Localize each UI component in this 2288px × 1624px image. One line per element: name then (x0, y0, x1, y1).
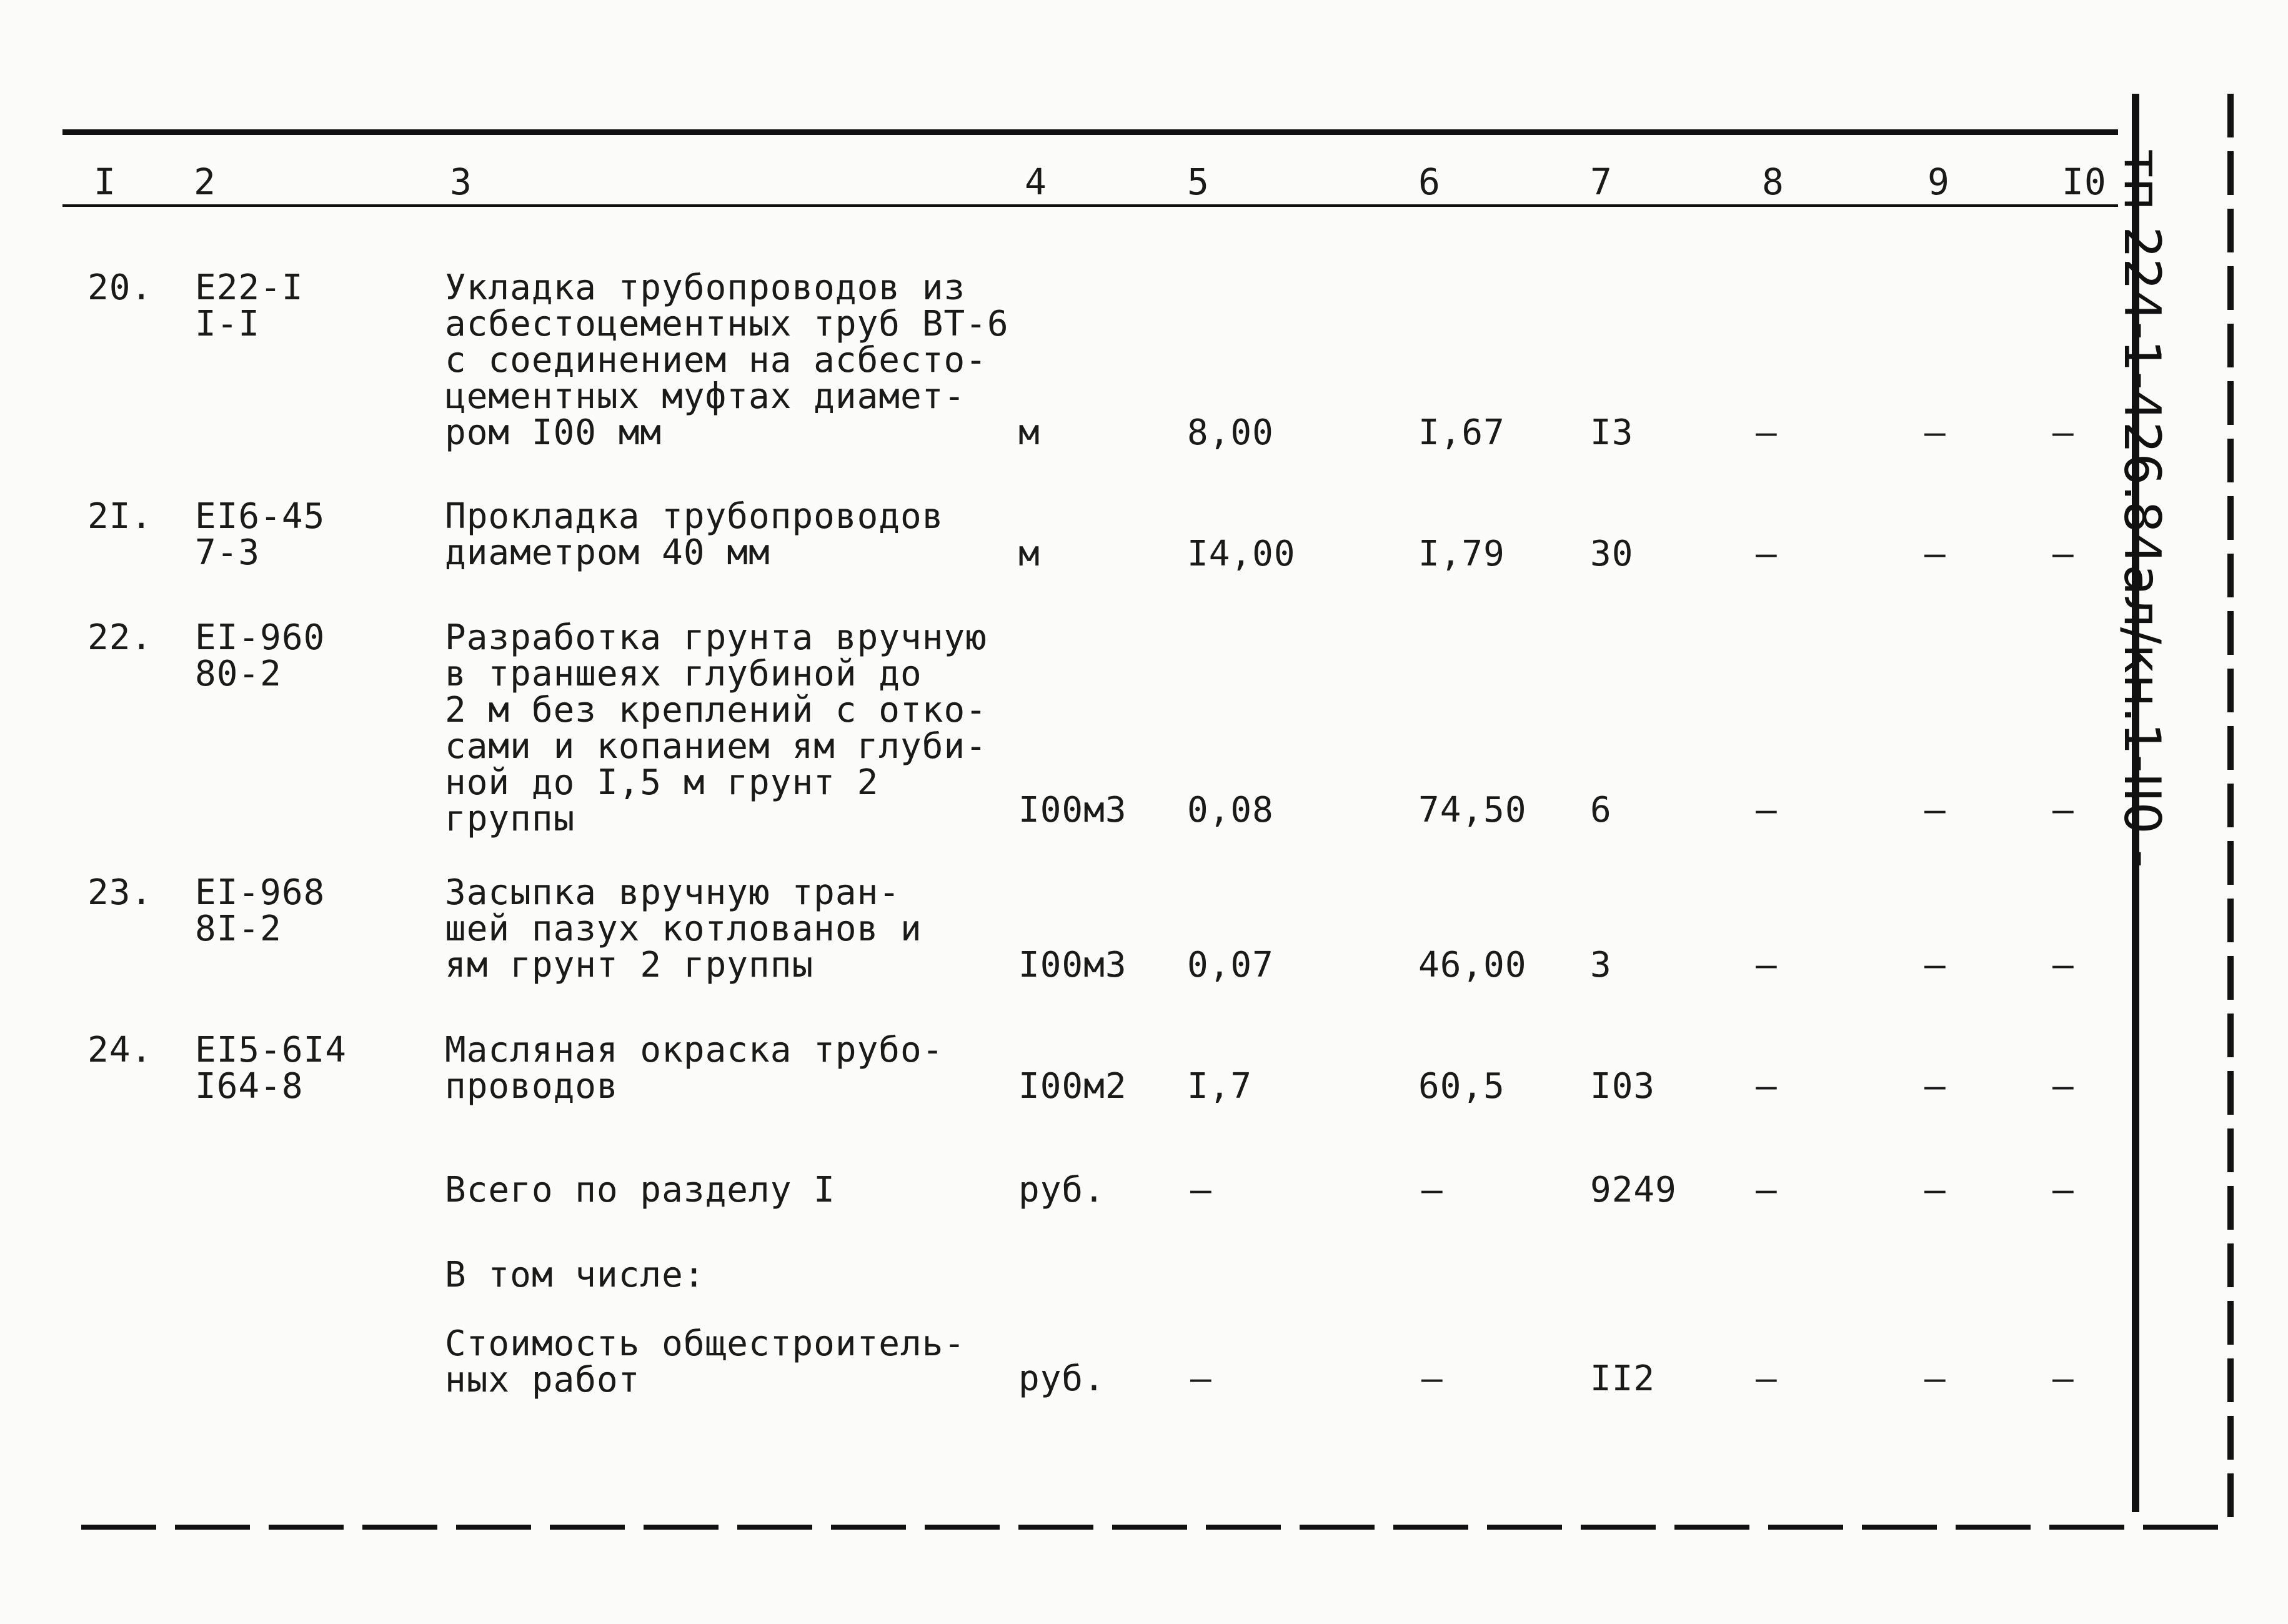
row-quantity: I,7 (1187, 1066, 1253, 1107)
row-col10: – (2052, 1066, 2074, 1107)
row-unit: I00м2 (1018, 1066, 1127, 1107)
row-quantity: I4,00 (1187, 534, 1296, 574)
row-col10: – (2052, 534, 2074, 574)
frame-outer-line (2227, 94, 2234, 1525)
row-unit: I00м3 (1018, 945, 1127, 985)
col-header-4: 4 (1025, 161, 1047, 203)
summary-general-unit: руб. (1018, 1358, 1105, 1399)
summary-total-unit: руб. (1018, 1170, 1105, 1210)
col-header-8: 8 (1762, 161, 1784, 203)
row-col9: – (1924, 1066, 1946, 1107)
row-description (445, 496, 1032, 573)
summary-general-price: – (1421, 1358, 1443, 1399)
row-total: 6 (1590, 790, 1612, 830)
row-code-line2: I64-8 (195, 1066, 304, 1107)
row-unit-price: I,79 (1418, 534, 1505, 574)
description-line: Стоимость общестроитель- (445, 1323, 966, 1364)
summary-total-label: Всего по разделу I (445, 1170, 835, 1210)
row-total: I03 (1590, 1066, 1656, 1107)
summary-total-price: – (1421, 1170, 1443, 1210)
row-code-line2: 80-2 (195, 654, 282, 694)
description-line: асбестоцементных труб ВТ-6 (445, 304, 1009, 344)
including-label: В том числе: (445, 1255, 705, 1295)
row-description (445, 1032, 1032, 1105)
description-line: Засыпка вручную тран- (445, 872, 901, 913)
col-header-6: 6 (1418, 161, 1441, 203)
row-col8: – (1756, 534, 1778, 574)
description-line: диаметром 40 мм (445, 532, 770, 573)
description-line: 2 м без креплений с отко- (445, 690, 987, 730)
row-unit: I00м3 (1018, 790, 1127, 830)
row-number: 2I. (87, 496, 153, 537)
description-line: ных работ (445, 1360, 640, 1400)
description-line: Разработка грунта вручную (445, 617, 987, 658)
row-total: 3 (1590, 945, 1612, 985)
row-unit-price: 60,5 (1418, 1066, 1505, 1107)
summary-general-label (445, 1323, 1032, 1400)
description-line: группы (445, 799, 575, 839)
description-line: сами и копанием ям глуби- (445, 726, 987, 767)
col-header-9: 9 (1927, 161, 1950, 203)
row-code-line1: ЕI-968 (195, 872, 326, 913)
row-quantity: 0,08 (1187, 790, 1274, 830)
row-description (445, 617, 1032, 839)
row-col10: – (2052, 790, 2074, 830)
summary-general-value: II2 (1590, 1358, 1656, 1399)
description-line: Укладка трубопроводов из (445, 267, 966, 308)
row-total: I3 (1590, 412, 1634, 453)
row-col9: – (1924, 412, 1946, 453)
summary-general-col9: – (1924, 1358, 1946, 1399)
row-col8: – (1756, 1066, 1778, 1107)
row-quantity: 0,07 (1187, 945, 1274, 985)
col-header-2: 2 (194, 161, 216, 203)
col-header-3: 3 (450, 161, 472, 203)
document-stamp: тп 224-1-426.84ал/кн.1-II0 - (2113, 149, 2171, 868)
description-line: Масляная окраска трубо- (445, 1030, 944, 1070)
description-line: Прокладка трубопроводов (445, 496, 944, 537)
description-line: цементных муфтах диамет- (445, 376, 966, 417)
row-number: 20. (87, 267, 153, 308)
row-col9: – (1924, 534, 1946, 574)
row-code-line2: 7-3 (195, 532, 261, 573)
summary-general-col10: – (2052, 1358, 2074, 1399)
col-header-10: I0 (2062, 161, 2107, 203)
row-number: 24. (87, 1030, 153, 1070)
description-line: проводов (445, 1066, 619, 1107)
row-number: 22. (87, 617, 153, 658)
summary-total-col8: – (1756, 1170, 1778, 1210)
row-description (445, 267, 1032, 453)
summary-total-col10: – (2052, 1170, 2074, 1210)
description-line: в траншеях глубиной до (445, 654, 922, 694)
summary-total-value: 9249 (1590, 1170, 1677, 1210)
description-line: шей пазух котлованов и (445, 909, 922, 949)
row-col9: – (1924, 945, 1946, 985)
row-unit: м (1018, 412, 1040, 453)
row-unit-price: 74,50 (1418, 790, 1527, 830)
row-code-line1: ЕI6-45 (195, 496, 326, 537)
summary-general-qty: – (1190, 1358, 1212, 1399)
description-line: ям грунт 2 группы (445, 945, 814, 985)
row-code-line1: ЕI5-6I4 (195, 1030, 347, 1070)
row-total: 30 (1590, 534, 1634, 574)
description-line: ром I00 мм (445, 412, 662, 453)
row-col8: – (1756, 945, 1778, 985)
header-divider (62, 204, 2118, 207)
summary-total-qty: – (1190, 1170, 1212, 1210)
row-unit-price: I,67 (1418, 412, 1505, 453)
row-col10: – (2052, 412, 2074, 453)
summary-general-col8: – (1756, 1358, 1778, 1399)
row-description (445, 872, 1032, 985)
row-quantity: 8,00 (1187, 412, 1274, 453)
row-unit-price: 46,00 (1418, 945, 1527, 985)
row-number: 23. (87, 872, 153, 913)
col-header-7: 7 (1590, 161, 1613, 203)
col-header-1: I (94, 161, 116, 203)
summary-total-col9: – (1924, 1170, 1946, 1210)
row-unit: м (1018, 534, 1040, 574)
row-code-line1: ЕI-960 (195, 617, 326, 658)
row-code-line1: Е22-I (195, 267, 304, 308)
row-code-line2: I-I (195, 304, 261, 344)
col-header-5: 5 (1187, 161, 1210, 203)
bottom-border (81, 1525, 2231, 1530)
row-col9: – (1924, 790, 1946, 830)
row-col8: – (1756, 790, 1778, 830)
row-col8: – (1756, 412, 1778, 453)
description-line: ной до I,5 м грунт 2 (445, 762, 879, 803)
row-code-line2: 8I-2 (195, 909, 282, 949)
description-line: с соединением на асбесто- (445, 340, 987, 381)
top-border (62, 129, 2118, 135)
row-col10: – (2052, 945, 2074, 985)
